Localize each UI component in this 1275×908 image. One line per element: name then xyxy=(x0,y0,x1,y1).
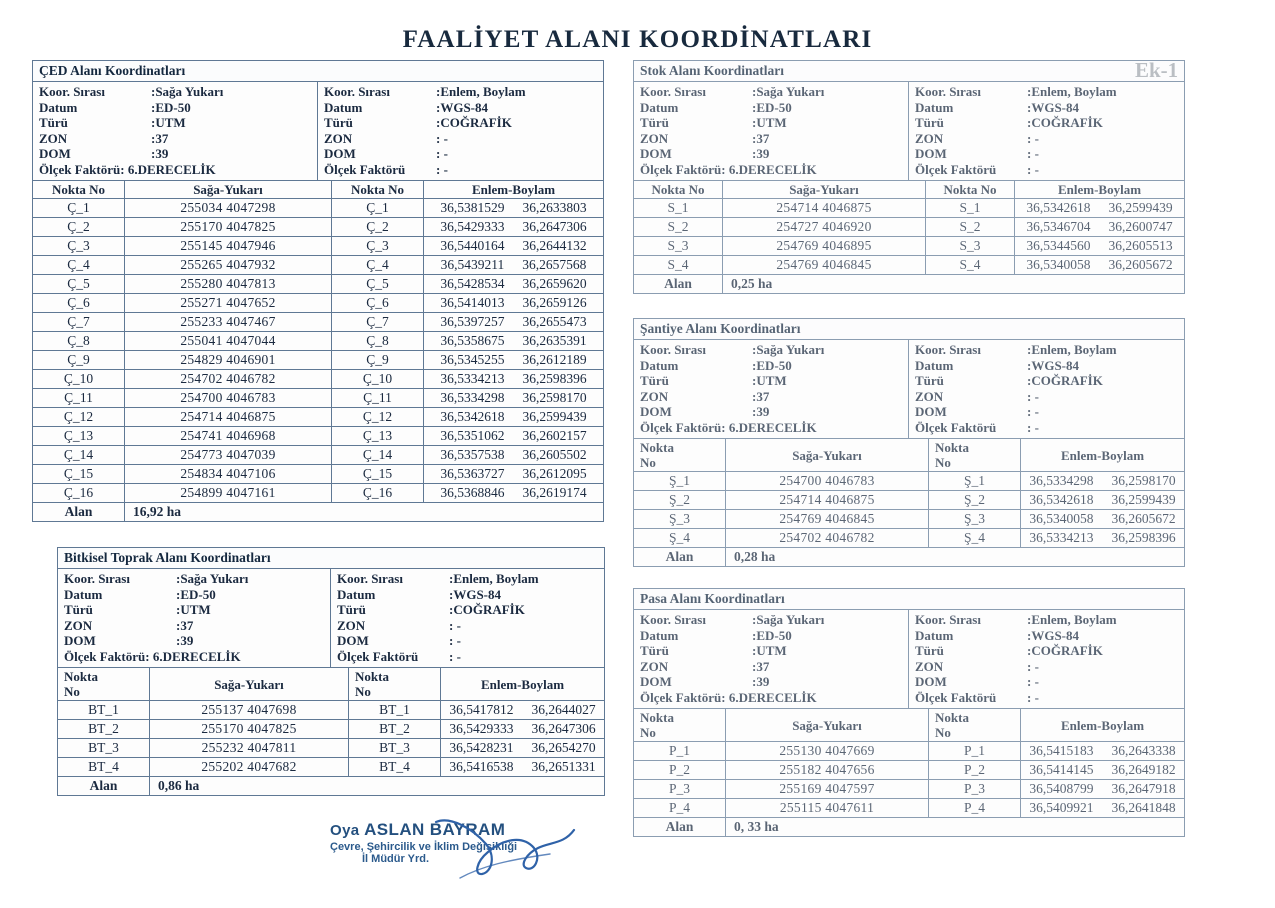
meta-stok xyxy=(634,82,1184,181)
label-dom: DOM xyxy=(915,146,947,161)
table-santiye xyxy=(634,439,1184,566)
value-dom: :39 xyxy=(151,146,169,161)
label-zon: ZON xyxy=(64,617,93,633)
block-ced xyxy=(32,60,604,522)
label-koor-sirasi: Koor. Sırası xyxy=(337,571,403,586)
col-enlem-boylam: Enlem-Boylam xyxy=(1021,709,1185,742)
table-total-row xyxy=(634,275,1184,294)
label-turu: Türü xyxy=(915,115,944,130)
col-nokta-no: Nokta No xyxy=(926,181,1015,199)
meta-bitkisel xyxy=(58,569,604,668)
table-row: Ç_16 254899 4047161 Ç_16 36,5368846 36,2619174 xyxy=(33,484,603,503)
value-datum: :WGS-84 xyxy=(1027,627,1079,643)
total-value: 0,86 ha xyxy=(150,777,605,796)
label-dom: DOM xyxy=(915,404,947,419)
block-pasa xyxy=(633,588,1185,837)
table-row: P_3 255169 4047597 P_3 36,5408799 36,2647918 xyxy=(634,780,1184,799)
label-dom: DOM xyxy=(640,404,672,419)
table-row: Ç_13 254741 4046968 Ç_13 36,5351062 36,2602157 xyxy=(33,427,603,446)
total-value: 16,92 ha xyxy=(125,503,604,522)
table-row: S_2 254727 4046920 S_2 36,5346704 36,2600747 xyxy=(634,218,1184,237)
value-koor-sirasi: :Sağa Yukarı xyxy=(752,84,825,99)
label-dom: DOM xyxy=(324,146,356,161)
value-koor-sirasi: :Sağa Yukarı xyxy=(752,612,825,627)
table-total-row xyxy=(634,548,1184,567)
table-row: Ç_10 254702 4046782 Ç_10 36,5334213 36,2598396 xyxy=(33,370,603,389)
signature-name: Oya ASLAN BAYRAM xyxy=(330,820,506,839)
table-row: P_2 255182 4047656 P_2 36,5414145 36,2649182 xyxy=(634,761,1184,780)
table-total-row xyxy=(33,503,603,522)
value-datum: :WGS-84 xyxy=(1027,99,1079,115)
value-turu: :COĞRAFİK xyxy=(449,602,525,617)
signature-title-2: İl Müdür Yrd. xyxy=(362,853,430,865)
col-nokta-no: Nokta No xyxy=(332,181,424,199)
value-zon: :37 xyxy=(752,388,770,404)
label-turu: Türü xyxy=(915,643,944,658)
label-zon: ZON xyxy=(640,658,669,674)
label-zon: ZON xyxy=(640,388,669,404)
label-zon: ZON xyxy=(915,658,944,674)
table-body-ced xyxy=(33,199,603,522)
label-dom: DOM xyxy=(640,674,672,689)
table-total-row xyxy=(58,777,604,796)
value-koor-sirasi: :Sağa Yukarı xyxy=(176,571,249,586)
label-koor-sirasi: Koor. Sırası xyxy=(915,342,981,357)
table-row: Ş_3 254769 4046845 Ş_3 36,5340058 36,2605672 xyxy=(634,510,1184,529)
table-body-stok xyxy=(634,199,1184,294)
col-nokta-no: Nokta No xyxy=(929,709,1021,742)
label-turu: Türü xyxy=(640,643,669,658)
total-label: Alan xyxy=(58,777,150,796)
table-row: BT_3 255232 4047811 BT_3 36,5428231 36,2654270 xyxy=(58,739,604,758)
table-body-pasa xyxy=(634,742,1184,837)
meta-pasa xyxy=(634,610,1184,709)
block-stok xyxy=(633,60,1185,294)
col-saga-yukari: Sağa-Yukarı xyxy=(726,439,929,472)
label-turu: Türü xyxy=(39,115,68,130)
label-datum: Datum xyxy=(640,627,679,643)
col-enlem-boylam: Enlem-Boylam xyxy=(1015,181,1185,199)
value-koor-sirasi: :Sağa Yukarı xyxy=(151,84,224,99)
value-dom: :39 xyxy=(752,404,770,419)
label-zon: ZON xyxy=(39,130,68,146)
value-turu: :COĞRAFİK xyxy=(1027,643,1103,658)
table-row: Ç_3 255145 4047946 Ç_3 36,5440164 36,2644132 xyxy=(33,237,603,256)
label-olcek-faktoru: Ölçek Faktörü xyxy=(915,689,997,705)
label-koor-sirasi: Koor. Sırası xyxy=(915,84,981,99)
value-olcek-faktoru: : - xyxy=(1027,419,1039,435)
label-koor-sirasi: Koor. Sırası xyxy=(64,571,130,586)
label-turu: Türü xyxy=(324,115,353,130)
value-datum: :ED-50 xyxy=(752,357,792,373)
table-row: Ş_2 254714 4046875 Ş_2 36,5342618 36,2599439 xyxy=(634,491,1184,510)
label-datum: Datum xyxy=(915,357,954,373)
label-dom: DOM xyxy=(640,146,672,161)
table-row: Ç_5 255280 4047813 Ç_5 36,5428534 36,2659620 xyxy=(33,275,603,294)
label-zon: ZON xyxy=(337,617,366,633)
value-turu: :UTM xyxy=(752,373,787,388)
table-row: BT_1 255137 4047698 BT_1 36,5417812 36,2644027 xyxy=(58,701,604,720)
label-dom: DOM xyxy=(337,633,369,648)
block-santiye xyxy=(633,318,1185,567)
label-dom: DOM xyxy=(915,674,947,689)
table-row: Ç_8 255041 4047044 Ç_8 36,5358675 36,2635391 xyxy=(33,332,603,351)
value-zon: :37 xyxy=(151,130,169,146)
value-zon: : - xyxy=(1027,388,1039,404)
col-nokta-no: Nokta No xyxy=(349,668,441,701)
col-nokta-no: Nokta No xyxy=(58,668,150,701)
value-koor-sirasi: :Enlem, Boylam xyxy=(1027,84,1117,99)
col-enlem-boylam: Enlem-Boylam xyxy=(441,668,605,701)
table-total-row xyxy=(634,818,1184,837)
value-olcek-faktoru: : - xyxy=(1027,689,1039,705)
total-label: Alan xyxy=(634,548,726,567)
total-value: 0, 33 ha xyxy=(726,818,1185,837)
col-saga-yukari: Sağa-Yukarı xyxy=(726,709,929,742)
table-row: Ş_4 254702 4046782 Ş_4 36,5334213 36,2598396 xyxy=(634,529,1184,548)
value-datum: :ED-50 xyxy=(176,586,216,602)
block-bitkisel xyxy=(57,547,605,796)
label-turu: Türü xyxy=(640,373,669,388)
value-dom: : - xyxy=(1027,674,1039,689)
value-dom: :39 xyxy=(176,633,194,648)
col-nokta-no: Nokta No xyxy=(929,439,1021,472)
value-datum: :WGS-84 xyxy=(449,586,501,602)
table-row: Ş_1 254700 4046783 Ş_1 36,5334298 36,2598170 xyxy=(634,472,1184,491)
value-turu: :UTM xyxy=(752,643,787,658)
total-value: 0,28 ha xyxy=(726,548,1185,567)
label-koor-sirasi: Koor. Sırası xyxy=(915,612,981,627)
value-olcek-faktoru: : - xyxy=(1027,161,1039,177)
label-zon: ZON xyxy=(324,130,353,146)
label-zon: ZON xyxy=(915,130,944,146)
value-olcek-faktoru: : - xyxy=(436,161,448,177)
col-nokta-no: Nokta No xyxy=(33,181,125,199)
value-datum: :ED-50 xyxy=(151,99,191,115)
value-turu: :COĞRAFİK xyxy=(1027,373,1103,388)
value-zon: :37 xyxy=(752,658,770,674)
label-olcek-faktoru: Ölçek Faktörü xyxy=(324,161,406,177)
table-stok xyxy=(634,181,1184,293)
block-title-bitkisel: Bitkisel Toprak Alanı Koordinatları xyxy=(58,548,604,569)
table-body-bitkisel xyxy=(58,701,604,796)
block-title-stok: Stok Alanı Koordinatları xyxy=(634,61,1184,82)
value-dom: : - xyxy=(1027,404,1039,419)
value-turu: :UTM xyxy=(151,115,186,130)
label-datum: Datum xyxy=(39,99,78,115)
table-row: Ç_2 255170 4047825 Ç_2 36,5429333 36,2647306 xyxy=(33,218,603,237)
col-saga-yukari: Sağa-Yukarı xyxy=(125,181,332,199)
value-olcek-faktoru: : - xyxy=(449,648,461,664)
value-turu: :UTM xyxy=(752,115,787,130)
table-pasa xyxy=(634,709,1184,836)
table-body-santiye xyxy=(634,472,1184,567)
signature-title-1: Çevre, Şehircilik ve İklim Değişikliği xyxy=(330,841,518,853)
value-zon: :37 xyxy=(752,130,770,146)
label-datum: Datum xyxy=(64,586,103,602)
value-zon: :37 xyxy=(176,617,194,633)
label-koor-sirasi: Koor. Sırası xyxy=(39,84,105,99)
table-ced xyxy=(33,181,603,521)
value-koor-sirasi: :Enlem, Boylam xyxy=(1027,342,1117,357)
value-koor-sirasi: :Enlem, Boylam xyxy=(449,571,539,586)
col-enlem-boylam: Enlem-Boylam xyxy=(424,181,604,199)
label-olcek-faktoru: Ölçek Faktörü: 6.DERECELİK xyxy=(640,161,817,177)
col-nokta-no: Nokta No xyxy=(634,709,726,742)
col-saga-yukari: Sağa-Yukarı xyxy=(150,668,349,701)
value-zon: : - xyxy=(449,617,461,633)
label-turu: Türü xyxy=(640,115,669,130)
value-dom: :39 xyxy=(752,146,770,161)
table-row: S_3 254769 4046895 S_3 36,5344560 36,2605513 xyxy=(634,237,1184,256)
total-label: Alan xyxy=(33,503,125,522)
value-datum: :WGS-84 xyxy=(436,99,488,115)
table-row: S_1 254714 4046875 S_1 36,5342618 36,2599439 xyxy=(634,199,1184,218)
label-koor-sirasi: Koor. Sırası xyxy=(324,84,390,99)
value-koor-sirasi: :Enlem, Boylam xyxy=(436,84,526,99)
label-datum: Datum xyxy=(915,99,954,115)
value-koor-sirasi: :Enlem, Boylam xyxy=(1027,612,1117,627)
table-row: Ç_14 254773 4047039 Ç_14 36,5357538 36,2605502 xyxy=(33,446,603,465)
total-value: 0,25 ha xyxy=(723,275,1185,294)
table-row: S_4 254769 4046845 S_4 36,5340058 36,2605672 xyxy=(634,256,1184,275)
label-dom: DOM xyxy=(64,633,96,648)
label-turu: Türü xyxy=(915,373,944,388)
label-olcek-faktoru: Ölçek Faktörü: 6.DERECELİK xyxy=(39,161,216,177)
col-nokta-no: Nokta No xyxy=(634,181,723,199)
col-enlem-boylam: Enlem-Boylam xyxy=(1021,439,1185,472)
handwritten-signature-icon xyxy=(430,814,580,884)
value-zon: : - xyxy=(1027,658,1039,674)
label-datum: Datum xyxy=(640,357,679,373)
table-row: Ç_4 255265 4047932 Ç_4 36,5439211 36,2657568 xyxy=(33,256,603,275)
table-row: BT_2 255170 4047825 BT_2 36,5429333 36,2647306 xyxy=(58,720,604,739)
label-koor-sirasi: Koor. Sırası xyxy=(640,342,706,357)
table-row: Ç_15 254834 4047106 Ç_15 36,5363727 36,2612095 xyxy=(33,465,603,484)
table-row: Ç_6 255271 4047652 Ç_6 36,5414013 36,2659126 xyxy=(33,294,603,313)
value-datum: :ED-50 xyxy=(752,99,792,115)
value-dom: : - xyxy=(1027,146,1039,161)
label-turu: Türü xyxy=(337,602,366,617)
label-datum: Datum xyxy=(337,586,376,602)
value-datum: :ED-50 xyxy=(752,627,792,643)
label-olcek-faktoru: Ölçek Faktörü xyxy=(915,161,997,177)
total-label: Alan xyxy=(634,818,726,837)
value-dom: : - xyxy=(449,633,461,648)
table-row: Ç_12 254714 4046875 Ç_12 36,5342618 36,2599439 xyxy=(33,408,603,427)
value-dom: : - xyxy=(436,146,448,161)
value-dom: :39 xyxy=(752,674,770,689)
label-olcek-faktoru: Ölçek Faktörü xyxy=(337,648,419,664)
value-datum: :WGS-84 xyxy=(1027,357,1079,373)
label-dom: DOM xyxy=(39,146,71,161)
table-bitkisel xyxy=(58,668,604,795)
table-row: P_4 255115 4047611 P_4 36,5409921 36,2641848 xyxy=(634,799,1184,818)
col-nokta-no: Nokta No xyxy=(634,439,726,472)
value-zon: : - xyxy=(436,130,448,146)
table-row: Ç_11 254700 4046783 Ç_11 36,5334298 36,2598170 xyxy=(33,389,603,408)
label-koor-sirasi: Koor. Sırası xyxy=(640,84,706,99)
label-zon: ZON xyxy=(640,130,669,146)
meta-santiye xyxy=(634,340,1184,439)
table-row: Ç_9 254829 4046901 Ç_9 36,5345255 36,2612189 xyxy=(33,351,603,370)
table-row: Ç_1 255034 4047298 Ç_1 36,5381529 36,2633803 xyxy=(33,199,603,218)
label-datum: Datum xyxy=(324,99,363,115)
value-turu: :COĞRAFİK xyxy=(436,115,512,130)
value-koor-sirasi: :Sağa Yukarı xyxy=(752,342,825,357)
value-turu: :COĞRAFİK xyxy=(1027,115,1103,130)
label-olcek-faktoru: Ölçek Faktörü: 6.DERECELİK xyxy=(64,648,241,664)
value-zon: : - xyxy=(1027,130,1039,146)
block-title-ced: ÇED Alanı Koordinatları xyxy=(33,61,603,82)
label-zon: ZON xyxy=(915,388,944,404)
block-title-santiye: Şantiye Alanı Koordinatları xyxy=(634,319,1184,340)
block-title-pasa: Pasa Alanı Koordinatları xyxy=(634,589,1184,610)
col-saga-yukari: Sağa-Yukarı xyxy=(723,181,926,199)
page-title: FAALİYET ALANI KOORDİNATLARI xyxy=(402,26,873,53)
label-olcek-faktoru: Ölçek Faktörü: 6.DERECELİK xyxy=(640,689,817,705)
label-datum: Datum xyxy=(640,99,679,115)
table-row: BT_4 255202 4047682 BT_4 36,5416538 36,2651331 xyxy=(58,758,604,777)
signature-block xyxy=(330,820,590,890)
total-label: Alan xyxy=(634,275,723,294)
table-row: Ç_7 255233 4047467 Ç_7 36,5397257 36,2655473 xyxy=(33,313,603,332)
meta-ced xyxy=(33,82,603,181)
label-datum: Datum xyxy=(915,627,954,643)
label-olcek-faktoru: Ölçek Faktörü xyxy=(915,419,997,435)
table-row: P_1 255130 4047669 P_1 36,5415183 36,2643338 xyxy=(634,742,1184,761)
value-turu: :UTM xyxy=(176,602,211,617)
label-turu: Türü xyxy=(64,602,93,617)
label-koor-sirasi: Koor. Sırası xyxy=(640,612,706,627)
label-olcek-faktoru: Ölçek Faktörü: 6.DERECELİK xyxy=(640,419,817,435)
